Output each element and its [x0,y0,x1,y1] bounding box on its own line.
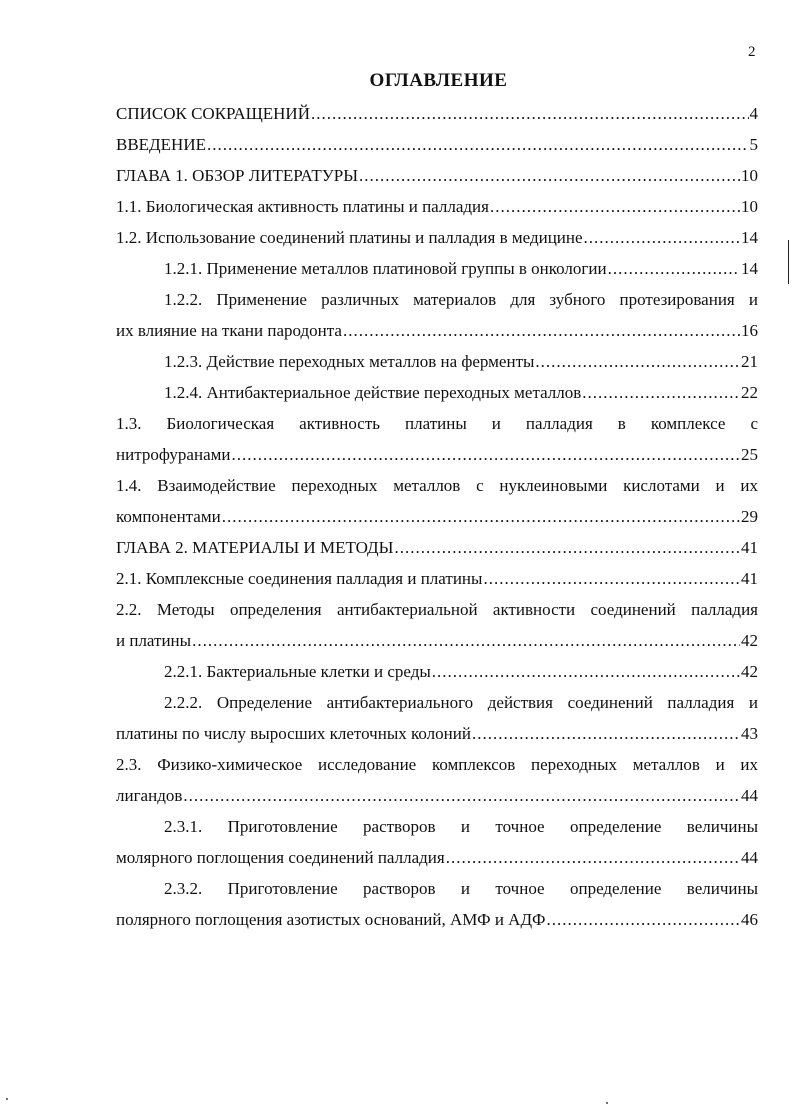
leader-dots [183,780,740,811]
toc-entry-label-line1: 2.2. Методы определения антибактериальной активности соединений палладия [116,600,758,619]
toc-entry-page: 43 [741,724,758,743]
toc-entry-1-2-1[interactable] [116,253,758,284]
toc-entry-label: СПИСОК СОКРАЩЕНИЙ [116,104,310,123]
toc-entry-page: 29 [741,507,758,526]
toc-entry-label-line2: платины по числу выросших клеточных колоний [116,724,471,743]
toc-entry-label: ВВЕДЕНИЕ [116,135,206,154]
toc-entry-2-3[interactable] [116,749,758,811]
toc-entry-1-1[interactable] [116,191,758,222]
toc-entry-chapter-2[interactable] [116,532,758,563]
leader-dots [608,253,740,284]
leader-dots [535,346,740,377]
toc-entry-page: 4 [749,104,758,123]
toc-entry-page: 14 [741,259,758,278]
toc-entry-1-2-4[interactable] [116,377,758,408]
toc-entry-page: 42 [741,662,758,681]
toc-entry-page: 41 [741,538,758,557]
toc-entry-page: 46 [741,910,758,929]
scan-margin-mark [788,240,789,284]
toc-entry-label-line2: лигандов [116,786,183,805]
toc-entry-label-line2: компонентами [116,507,221,526]
toc-entry-1-3[interactable] [116,408,758,470]
leader-dots [394,532,740,563]
toc-title: ОГЛАВЛЕНИЕ [369,70,508,91]
toc-entry-page: 22 [741,383,758,402]
scan-speck [606,1102,608,1104]
page-number: 2 [748,44,756,60]
leader-dots [192,625,740,656]
toc-entry-label: 2.1. Комплексные соединения палладия и платины [116,569,483,588]
leader-dots [490,191,740,222]
toc-entry-2-2[interactable] [116,594,758,656]
toc-entry-1-4[interactable] [116,470,758,532]
toc-entry-2-2-2[interactable] [116,687,758,749]
toc-entry-label: ГЛАВА 2. МАТЕРИАЛЫ И МЕТОДЫ [116,538,394,557]
toc-entry-label: 1.2.3. Действие переходных металлов на ферменты [164,352,535,371]
toc-entry-label-line1: 2.2.2. Определение антибактериального действия соединений палладия и [164,693,758,712]
leader-dots [343,315,740,346]
toc-entry-label-line1: 1.2.2. Применение различных материалов для зубного протезирования и [164,290,758,309]
toc-entry-label: 2.2.1. Бактериальные клетки и среды [164,662,431,681]
toc-entry-label: 1.1. Биологическая активность платины и палладия [116,197,489,216]
toc-entry-page: 16 [741,321,758,340]
toc-entry-label-line1: 2.3. Физико-химическое исследование комплексов переходных металлов и их [116,755,758,774]
leader-dots [546,904,740,935]
toc-entry-label-line1: 1.3. Биологическая активность платины и палладия в комплексе с [116,414,758,433]
leader-dots [222,501,740,532]
toc-entry-label: 1.2.4. Антибактериальное действие переходных металлов [164,383,582,402]
toc-entry-label-line2: полярного поглощения азотистых оснований, АМФ и АДФ [116,910,546,929]
toc-entry-1-2-3[interactable] [116,346,758,377]
toc-entry-page: 44 [741,848,758,867]
toc-entry-chapter-1[interactable] [116,160,758,191]
toc-entry-label-line2: и платины [116,631,192,650]
leader-dots [231,439,740,470]
toc-entry-1-2[interactable] [116,222,758,253]
leader-dots [432,656,740,687]
toc-entry-page: 10 [741,197,758,216]
leader-dots [472,718,740,749]
table-of-contents [116,98,758,935]
toc-entry-label-line2: нитрофуранами [116,445,231,464]
leader-dots [446,842,740,873]
toc-entry-label-line1: 2.3.1. Приготовление растворов и точное определение величины [164,817,758,836]
leader-dots [207,129,749,160]
toc-entry-page: 44 [741,786,758,805]
toc-entry-label-line1: 1.4. Взаимодействие переходных металлов с нуклеиновыми кислотами и их [116,476,758,495]
toc-entry-label: 1.2.1. Применение металлов платиновой группы в онкологии [164,259,607,278]
scan-speck [6,1098,8,1100]
leader-dots [311,98,749,129]
toc-entry-abbreviations[interactable] [116,98,758,129]
toc-entry-introduction[interactable] [116,129,758,160]
toc-entry-2-3-1[interactable] [116,811,758,873]
toc-entry-page: 10 [741,166,758,185]
leader-dots [359,160,740,191]
toc-entry-label: 1.2. Использование соединений платины и палладия в медицине [116,228,583,247]
leader-dots [483,563,740,594]
toc-entry-page: 42 [741,631,758,650]
toc-entry-2-2-1[interactable] [116,656,758,687]
toc-entry-2-1[interactable] [116,563,758,594]
toc-entry-1-2-2[interactable] [116,284,758,346]
toc-entry-page: 5 [749,135,758,154]
toc-entry-label-line1: 2.3.2. Приготовление растворов и точное определение величины [164,879,758,898]
toc-entry-label-line2: их влияние на ткани пародонта [116,321,342,340]
toc-entry-page: 21 [741,352,758,371]
toc-entry-label-line2: молярного поглощения соединений палладия [116,848,445,867]
toc-entry-2-3-2[interactable] [116,873,758,935]
toc-entry-label: ГЛАВА 1. ОБЗОР ЛИТЕРАТУРЫ [116,166,359,185]
toc-entry-page: 25 [741,445,758,464]
leader-dots [582,377,740,408]
leader-dots [584,222,740,253]
toc-entry-page: 41 [741,569,758,588]
toc-entry-page: 14 [741,228,758,247]
